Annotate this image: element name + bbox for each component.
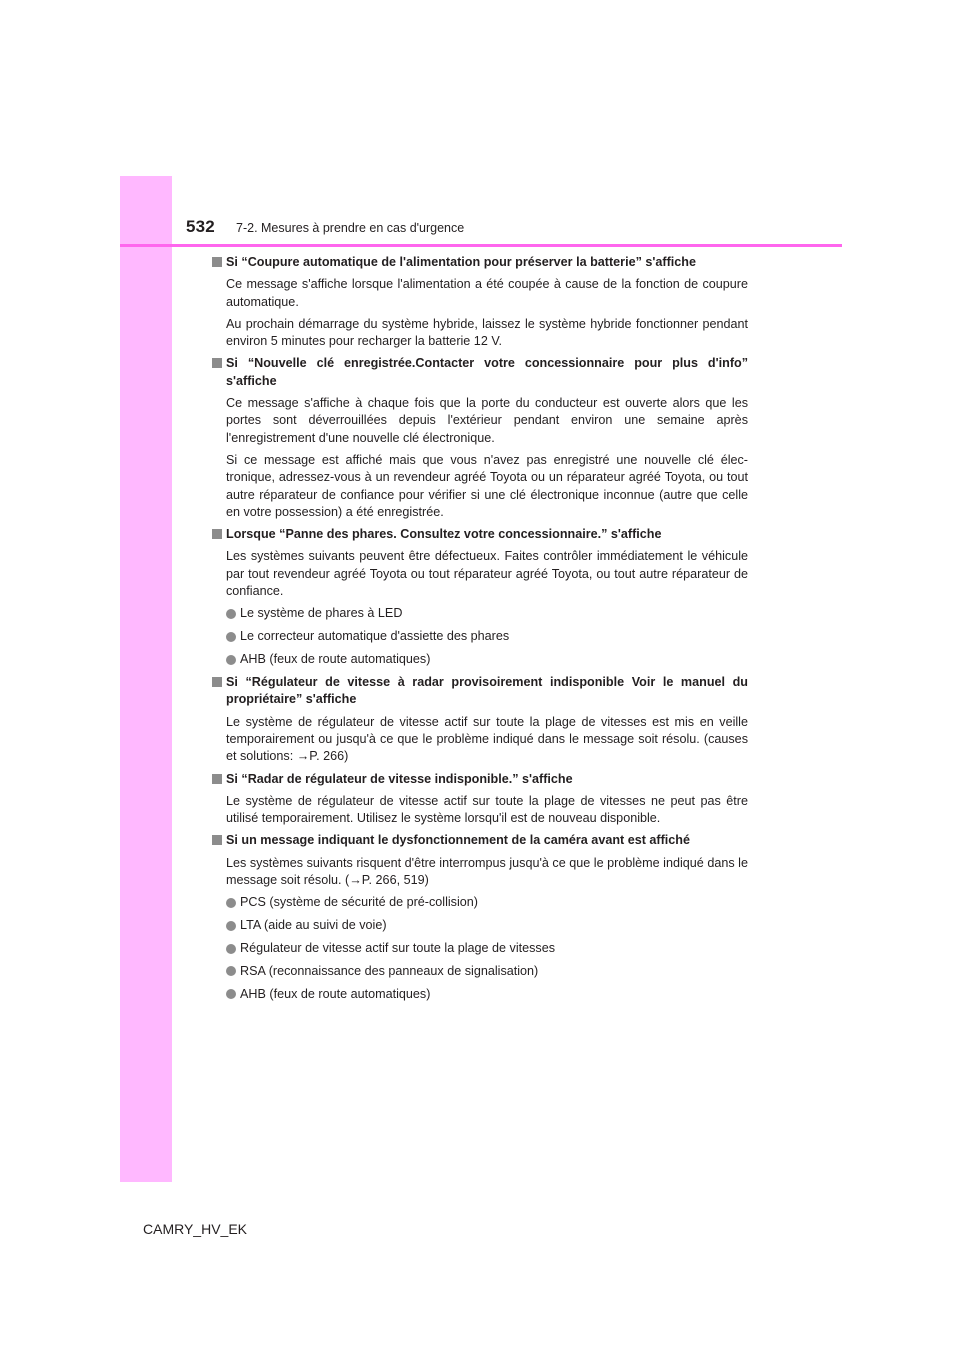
header-divider	[120, 244, 842, 247]
heading-text: Lorsque “Panne des phares. Consultez votre concessionnaire.” s'affiche	[226, 527, 662, 542]
paragraph: Si ce message est affiché mais que vous n'avez pas enregistré une nouvelle clé élec-tronique, adressez-vous à un revendeur agréé Toyota ou un réparateur agréé Toyota, ou tout autre réparateur de confiance pour vérifier si une clé électronique inconnue (autre que celle en votre possession) a été enregistrée.	[226, 452, 748, 519]
list-item-text: LTA (aide au suivi de voie)	[240, 918, 387, 933]
chapter-tab-sidebar	[120, 176, 172, 1182]
paragraph: Ce message s'affiche lorsque l'alimentation a été coupée à cause de la fonction de coupure automatique.	[226, 277, 748, 309]
section-heading	[212, 832, 748, 849]
section-heading	[212, 526, 748, 543]
section-heading	[212, 771, 748, 788]
circle-bullet-icon	[226, 898, 236, 908]
paragraph: Les systèmes suivants risquent d'être interrompus jusqu'à ce que le problème indiqué dans le message soit résolu. (→P. 266, 519)	[226, 855, 748, 887]
page-content	[212, 254, 748, 1009]
heading-text: Si “Nouvelle clé enregistrée.Contacter votre concessionnaire pour plus d'info” s'affiche	[226, 356, 748, 388]
heading-text: Si “Régulateur de vitesse à radar provisoirement indisponible Voir le manuel du propriétaire” s'affiche	[226, 675, 748, 707]
paragraph: Ce message s'affiche à chaque fois que la porte du conducteur est ouverte alors que les portes sont déverrouillées depuis l'extérieur pendant environ une semaine après l'enregistrement d'une nouvelle clé électronique.	[226, 396, 748, 445]
list-item	[212, 894, 748, 911]
paragraph: Les systèmes suivants peuvent être défectueux. Faites contrôler immédiatement le véhicule par tout revendeur agréé Toyota ou tout réparateur agréé Toyota, ou tout autre réparateur de confiance.	[226, 549, 748, 599]
list-item-text: Le système de phares à LED	[240, 606, 403, 621]
section-title: 7-2. Mesures à prendre en cas d'urgence	[236, 221, 465, 235]
list-item-text: Le correcteur automatique d'assiette des phares	[240, 629, 510, 644]
paragraph: Le système de régulateur de vitesse actif sur toute la plage de vitesses ne peut pas être utilisé temporairement. Utilisez le système lorsqu'il est de nouveau disponible.	[226, 793, 748, 826]
list-item	[212, 651, 748, 668]
circle-bullet-icon	[226, 609, 236, 619]
list-item	[212, 628, 748, 645]
list-item	[212, 917, 748, 934]
square-bullet-icon	[212, 835, 222, 845]
paragraph: Au prochain démarrage du système hybride, laissez le système hybride fonctionner pendant environ 5 minutes pour recharger la batterie 12 V.	[226, 316, 748, 349]
circle-bullet-icon	[226, 944, 236, 954]
circle-bullet-icon	[226, 989, 236, 999]
list-item	[212, 605, 748, 622]
circle-bullet-icon	[226, 655, 236, 665]
circle-bullet-icon	[226, 921, 236, 931]
square-bullet-icon	[212, 358, 222, 368]
square-bullet-icon	[212, 257, 222, 267]
paragraph: Le système de régulateur de vitesse actif sur toute la plage de vitesses est mis en veille temporairement ou jusqu'à ce que le problème indiqué dans le message soit résolu. (causes et solutions: →P. 266)	[226, 714, 748, 764]
list-item	[212, 963, 748, 980]
list-item-text: RSA (reconnaissance des panneaux de signalisation)	[240, 963, 539, 978]
section-heading	[212, 254, 748, 271]
list-item-text: PCS (système de sécurité de pré-collision)	[240, 895, 478, 910]
heading-text: Si “Coupure automatique de l'alimentation pour préserver la batterie” s'affiche	[226, 255, 696, 269]
square-bullet-icon	[212, 529, 222, 539]
circle-bullet-icon	[226, 632, 236, 642]
circle-bullet-icon	[226, 966, 236, 976]
list-item-text: AHB (feux de route automatiques)	[240, 986, 431, 1001]
list-item-text: Régulateur de vitesse actif sur toute la plage de vitesses	[240, 941, 556, 956]
heading-text: Si un message indiquant le dysfonctionnement de la caméra avant est affiché	[226, 833, 691, 848]
square-bullet-icon	[212, 677, 222, 687]
list-item	[212, 986, 748, 1003]
heading-text: Si “Radar de régulateur de vitesse indisponible.” s'affiche	[226, 771, 573, 786]
list-item-text: AHB (feux de route automatiques)	[240, 652, 431, 667]
page-number: 532	[186, 217, 215, 236]
square-bullet-icon	[212, 774, 222, 784]
section-heading	[212, 674, 748, 709]
list-item	[212, 940, 748, 957]
section-heading	[212, 355, 748, 390]
model-code-footer: CAMRY_HV_EK	[143, 1221, 248, 1237]
